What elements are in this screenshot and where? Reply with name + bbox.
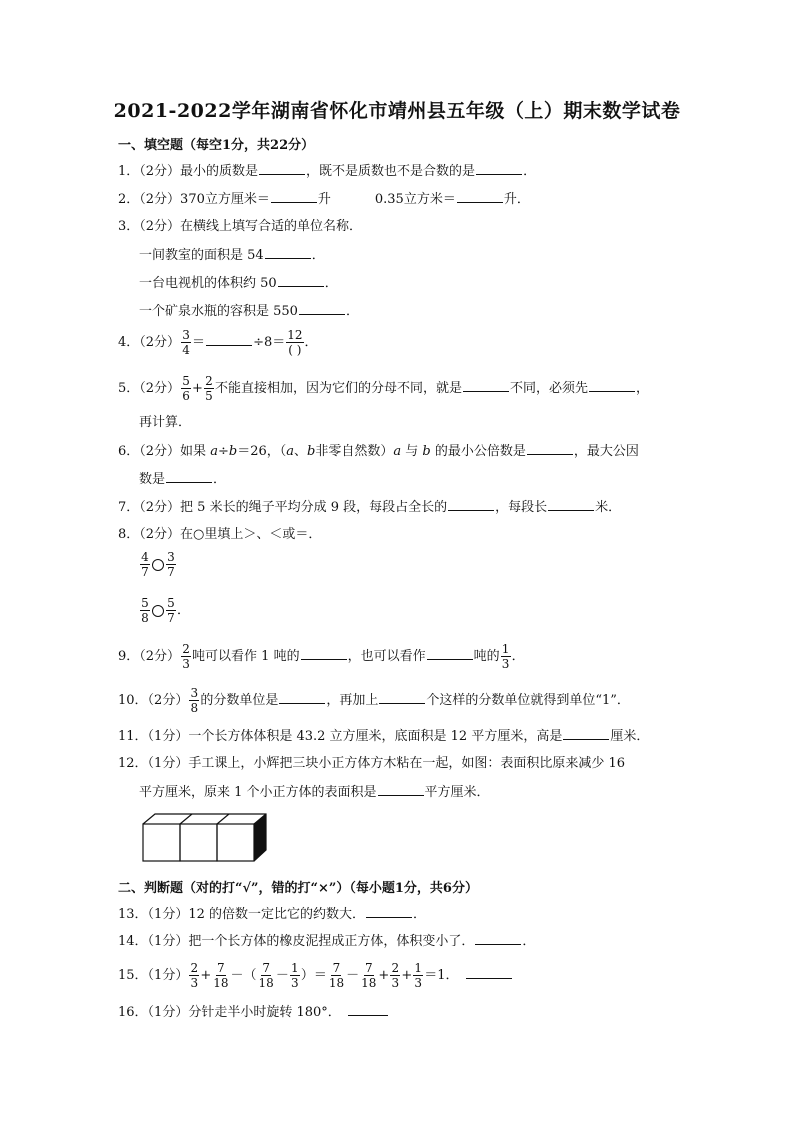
fraction: $\frac{7}{18}$ — [258, 961, 274, 990]
fraction: $\frac{7}{18}$ — [213, 961, 229, 990]
question-14: 14．（1分）把一个长方体的橡皮泥捏成正方体，体积变小了． ． — [118, 934, 536, 949]
question-8: 8．（2分）在○里填上＞、＜或＝． — [118, 527, 322, 542]
fraction: $\frac{7}{18}$ — [328, 961, 345, 990]
answer-blank[interactable] — [279, 691, 325, 704]
section-heading-true-false: 二、判断题（对的打“√”，错的打“×”）（每小题1分，共6分） — [118, 881, 478, 896]
fraction: $\frac{12}{( )}$ — [287, 328, 303, 357]
fraction: $\frac{1}{3}$ — [291, 961, 299, 990]
question-12: 12．（1分）手工课上，小辉把三块小正方体方木粘在一起，如图：表面积比原来减少 16 — [118, 756, 625, 771]
question-9: 9．（2分） $\frac{2}{3}$ 吨可以看作 1 吨的 ，也可以看作 吨的 $\frac{1}{3}$ ． — [118, 642, 525, 671]
answer-blank[interactable] — [563, 727, 609, 740]
fraction: $\frac{7}{18}$ — [361, 961, 377, 990]
question-2: 2．（2分）370立方厘米＝ 升 0.35立方米＝ 升． — [118, 192, 530, 207]
question-11: 11．（1分）一个长方体体积是 43.2 立方厘米，底面积是 12 平方厘米，高是 厘米． — [118, 729, 650, 744]
question-3: 3．（2分）在横线上填写合适的单位名称． — [118, 219, 363, 234]
answer-blank[interactable] — [427, 647, 473, 660]
question-3-part-3: 一个矿泉水瓶的容积是 550 ． — [139, 304, 359, 319]
answer-blank[interactable] — [527, 442, 573, 455]
fraction: $\frac{5}{7}$ — [167, 596, 175, 625]
fraction: $\frac{1}{3}$ — [414, 961, 423, 990]
question-6: 6．（2分）如果 a÷b＝26，（a、b非零自然数）a 与 b 的最小公倍数是 ，最大公因 — [118, 444, 639, 459]
question-4: 4．（2分） $\frac{3}{4}$ ＝ ÷8＝ $\frac{12}{( )}$ ． — [118, 328, 318, 357]
question-10: 10．（2分） $\frac{3}{8}$ 的分数单位是 ，再加上 个这样的分数单位就得到单位“1”． — [118, 686, 630, 715]
answer-blank[interactable] — [265, 246, 311, 259]
compare-circle[interactable] — [152, 605, 164, 617]
answer-blank[interactable] — [366, 905, 412, 918]
fraction: $\frac{1}{3}$ — [501, 642, 510, 671]
answer-blank[interactable] — [548, 498, 594, 511]
answer-blank[interactable] — [463, 379, 509, 392]
fraction: $\frac{4}{7}$ — [141, 550, 149, 579]
question-7: 7．（2分）把 5 米长的绳子平均分成 9 段，每段占全长的 ，每段长 米． — [118, 500, 622, 515]
answer-blank[interactable] — [589, 379, 635, 392]
answer-blank[interactable] — [278, 274, 324, 287]
answer-blank[interactable] — [466, 966, 512, 979]
question-13: 13．（1分）12 的倍数一定比它的约数大． ． — [118, 907, 427, 922]
page-title: 2021-2022学年湖南省怀化市靖州县五年级（上）期末数学试卷 — [113, 100, 681, 122]
answer-blank[interactable] — [206, 333, 252, 346]
answer-blank[interactable] — [299, 302, 345, 315]
answer-blank[interactable] — [301, 647, 347, 660]
answer-blank[interactable] — [476, 162, 522, 175]
section-heading-fill-blank: 一、填空题（每空1分，共22分） — [118, 138, 315, 153]
fraction: $\frac{2}{3}$ — [190, 961, 199, 990]
answer-blank[interactable] — [448, 498, 494, 511]
fraction: $\frac{3}{4}$ — [182, 328, 190, 357]
question-5: 5．（2分） $\frac{5}{6}$ + $\frac{2}{5}$ 不能直接相加，因为它们的分母不同，就是 不同，必须先 ， — [118, 374, 649, 403]
fraction: $\frac{2}{3}$ — [182, 642, 190, 671]
question-16: 16．（1分）分针走半小时旋转 180°． — [118, 1003, 389, 1022]
question-1: 1．（2分）最小的质数是 ，既不是质数也不是合数的是 ． — [118, 164, 537, 179]
answer-blank[interactable] — [271, 190, 317, 203]
question-3-part-1: 一间教室的面积是 54 ． — [139, 248, 325, 263]
fraction: $\frac{3}{8}$ — [190, 686, 199, 715]
answer-blank[interactable] — [475, 932, 521, 945]
fraction: $\frac{5}{8}$ — [141, 596, 149, 625]
question-8-row-2: $\frac{5}{8}$ $\frac{5}{7}$ ． — [141, 596, 191, 625]
three-cubes-figure — [140, 812, 272, 864]
answer-blank[interactable] — [166, 470, 212, 483]
question-12-cont: 平方厘米，原来 1 个小正方体的表面积是 平方厘米． — [139, 785, 490, 800]
compare-circle[interactable] — [152, 559, 164, 571]
answer-blank[interactable] — [348, 1003, 388, 1016]
answer-blank[interactable] — [457, 190, 503, 203]
answer-blank[interactable] — [259, 162, 305, 175]
question-15: 15．（1分） $\frac{2}{3}$ + $\frac{7}{18}$ －（ $\frac{7}{18}$ － $\frac{1}{3}$ ）＝ $\frac{7}{18}$ － $\frac{7}{18}$ + $\frac{2}{3}$ + $\frac{1}{3}$ ＝1． — [118, 961, 513, 990]
question-8-row-1 — [139, 550, 177, 579]
fraction: $\frac{2}{5}$ — [205, 374, 213, 403]
answer-blank[interactable] — [378, 783, 424, 796]
fraction: $\frac{3}{7}$ — [167, 550, 175, 579]
question-6-cont: 数是 ． — [139, 472, 227, 487]
question-3-part-2: 一台电视机的体积约 50 ． — [139, 276, 338, 291]
question-5-cont: 再计算． — [139, 415, 192, 430]
answer-blank[interactable] — [379, 691, 425, 704]
fraction: $\frac{2}{3}$ — [391, 961, 400, 990]
fraction: $\frac{5}{6}$ — [182, 374, 190, 403]
